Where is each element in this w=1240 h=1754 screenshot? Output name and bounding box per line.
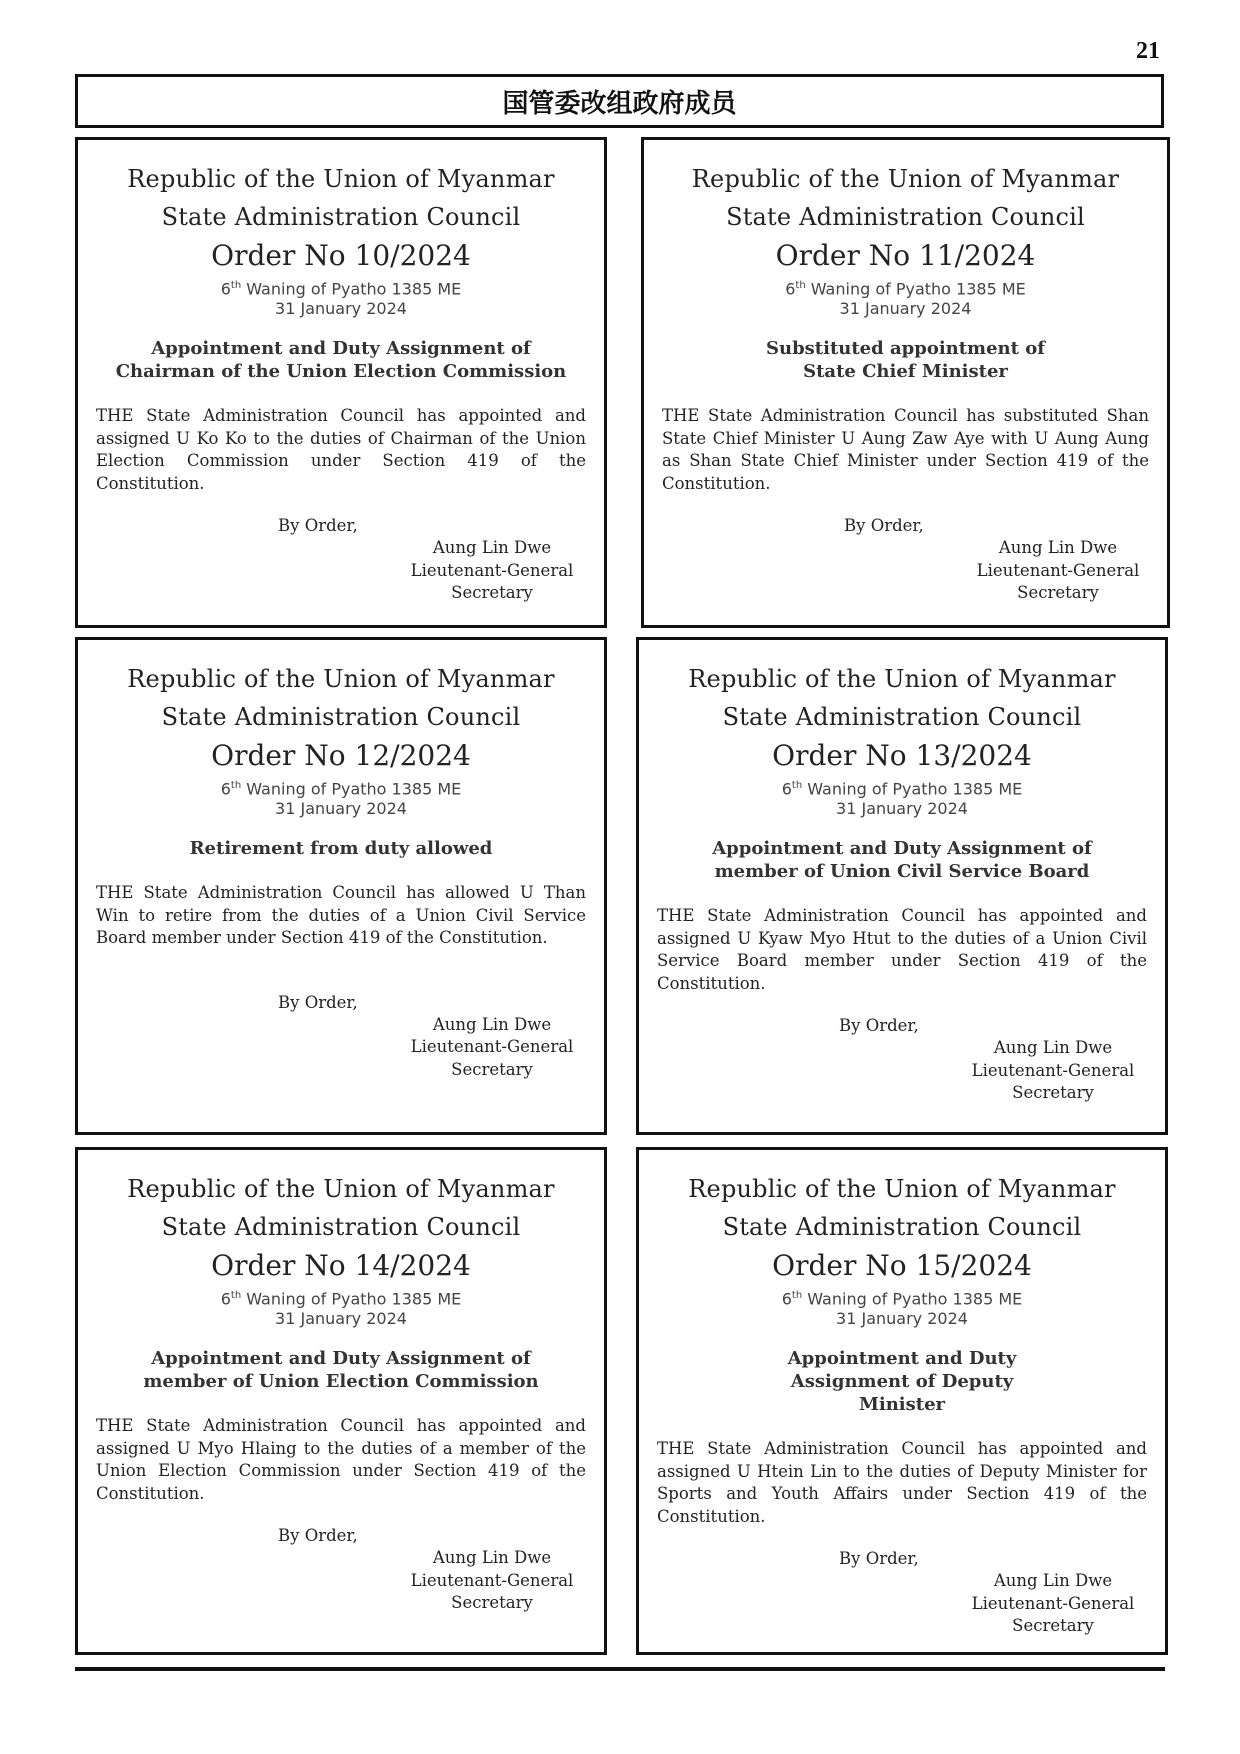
order-date: 31 January 2024 bbox=[836, 799, 968, 819]
order-date: 31 January 2024 bbox=[836, 1309, 968, 1329]
order-heading: Appointment and Duty Assignment of Chairman of the Union Election Commission bbox=[115, 338, 567, 383]
order-body: THE State Administration Council has appointed and assigned U Htein Lin to the duties of Deputy Minister for Sports and Youth Affairs under Section 419 of the Constitution. bbox=[657, 1439, 1147, 1526]
country-name: Republic of the Union of Myanmar bbox=[127, 665, 555, 693]
order-heading: Substituted appointment of State Chief Minister bbox=[766, 338, 1045, 383]
by-order: By Order, bbox=[839, 1549, 919, 1569]
signatory-name: Aung Lin Dwe bbox=[993, 1571, 1113, 1591]
order-heading: Retirement from duty allowed bbox=[189, 838, 493, 860]
country-name: Republic of the Union of Myanmar bbox=[688, 665, 1116, 693]
order-number: Order No 12/2024 bbox=[211, 739, 471, 772]
order-number: Order No 15/2024 bbox=[772, 1249, 1032, 1282]
order-heading: Appointment and Duty Assignment of Deputy Minister bbox=[787, 1348, 1017, 1416]
council-name: State Administration Council bbox=[161, 703, 521, 731]
order-date-lunar: 6th Waning of Pyatho 1385 ME bbox=[781, 1289, 1023, 1309]
order-number: Order No 14/2024 bbox=[211, 1249, 471, 1282]
signatory-title: Secretary bbox=[451, 583, 533, 603]
signatory-rank: Lieutenant-General bbox=[410, 1037, 574, 1057]
order-date: 31 January 2024 bbox=[275, 799, 407, 819]
order-date-lunar: 6th Waning of Pyatho 1385 ME bbox=[785, 279, 1026, 299]
council-name: State Administration Council bbox=[726, 203, 1085, 231]
signatory-name: Aung Lin Dwe bbox=[993, 1038, 1113, 1058]
council-name: State Administration Council bbox=[722, 1213, 1082, 1241]
order-number: Order No 11/2024 bbox=[775, 239, 1036, 272]
signatory-title: Secretary bbox=[1017, 583, 1099, 603]
signatory-rank: Lieutenant-General bbox=[976, 560, 1140, 580]
order-date-lunar: 6th Waning of Pyatho 1385 ME bbox=[220, 279, 462, 299]
order-body: THE State Administration Council has appointed and assigned U Ko Ko to the duties of Chairman of the Union Election Commission under Section 419 of the Constitution. bbox=[96, 406, 586, 493]
signatory-name: Aung Lin Dwe bbox=[432, 538, 552, 558]
order-date-lunar: 6th Waning of Pyatho 1385 ME bbox=[220, 1289, 462, 1309]
order-body: THE State Administration Council has appointed and assigned U Myo Hlaing to the duties of a member of the Union Election Commission under Section 419 of the Constitution. bbox=[96, 1416, 586, 1503]
council-name: State Administration Council bbox=[161, 203, 521, 231]
order-heading: Appointment and Duty Assignment of member of Union Election Commission bbox=[143, 1348, 539, 1393]
order-panel bbox=[75, 137, 607, 628]
by-order: By Order, bbox=[839, 1016, 919, 1036]
signatory-rank: Lieutenant-General bbox=[971, 1593, 1135, 1613]
order-heading: Appointment and Duty Assignment of member of Union Civil Service Board bbox=[712, 838, 1092, 883]
signatory-title: Secretary bbox=[451, 1059, 533, 1079]
by-order: By Order, bbox=[278, 1526, 358, 1546]
page-number: 21 bbox=[1136, 38, 1160, 64]
order-panel bbox=[75, 1147, 607, 1655]
by-order: By Order, bbox=[278, 516, 358, 536]
order-panel bbox=[636, 1147, 1168, 1655]
signatory-title: Secretary bbox=[451, 1593, 533, 1613]
order-panel bbox=[75, 637, 607, 1135]
order-panel bbox=[641, 137, 1170, 628]
signatory-rank: Lieutenant-General bbox=[410, 560, 574, 580]
page-header-title: 国管委改组政府成员 bbox=[75, 74, 1164, 128]
by-order: By Order, bbox=[844, 516, 924, 536]
order-number: Order No 10/2024 bbox=[211, 239, 471, 272]
order-date: 31 January 2024 bbox=[839, 299, 972, 319]
order-date-lunar: 6th Waning of Pyatho 1385 ME bbox=[781, 779, 1023, 799]
country-name: Republic of the Union of Myanmar bbox=[127, 1175, 555, 1203]
order-date: 31 January 2024 bbox=[275, 1309, 407, 1329]
signatory-rank: Lieutenant-General bbox=[410, 1570, 574, 1590]
order-date: 31 January 2024 bbox=[275, 299, 407, 319]
order-panel bbox=[636, 637, 1168, 1135]
order-body: THE State Administration Council has allowed U Than Win to retire from the duties of a Union Civil Service Board member under Section 419 of the Constitution. bbox=[96, 883, 586, 948]
signatory-name: Aung Lin Dwe bbox=[998, 538, 1118, 558]
council-name: State Administration Council bbox=[722, 703, 1082, 731]
order-date-lunar: 6th Waning of Pyatho 1385 ME bbox=[220, 779, 462, 799]
signatory-rank: Lieutenant-General bbox=[971, 1060, 1135, 1080]
order-body: THE State Administration Council has appointed and assigned U Kyaw Myo Htut to the duties of a Union Civil Service Board member under Section 419 of the Constitution. bbox=[657, 906, 1147, 993]
country-name: Republic of the Union of Myanmar bbox=[127, 165, 555, 193]
footer-rule bbox=[75, 1667, 1165, 1671]
signatory-title: Secretary bbox=[1012, 1083, 1094, 1103]
signatory-name: Aung Lin Dwe bbox=[432, 1014, 552, 1034]
by-order: By Order, bbox=[278, 992, 358, 1012]
country-name: Republic of the Union of Myanmar bbox=[691, 165, 1120, 193]
signatory-name: Aung Lin Dwe bbox=[432, 1548, 552, 1568]
order-body: THE State Administration Council has substituted Shan State Chief Minister U Aung Zaw Aye with U Aung Aung as Shan State Chief Minister under Section 419 of the Constitution. bbox=[662, 406, 1149, 493]
signatory-title: Secretary bbox=[1012, 1616, 1094, 1636]
country-name: Republic of the Union of Myanmar bbox=[688, 1175, 1116, 1203]
order-number: Order No 13/2024 bbox=[772, 739, 1032, 772]
council-name: State Administration Council bbox=[161, 1213, 521, 1241]
